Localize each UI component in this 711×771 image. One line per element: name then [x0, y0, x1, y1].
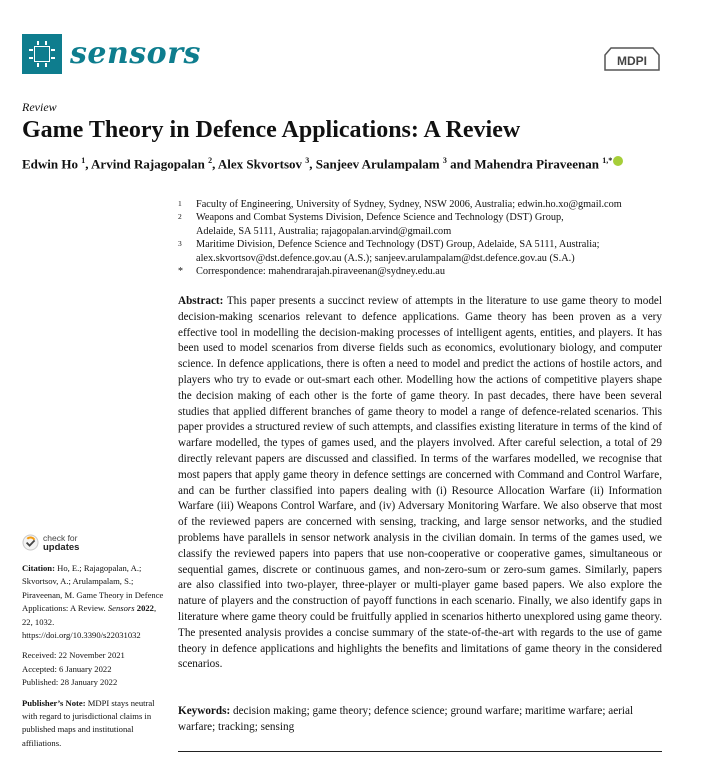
journal-name: sensors	[70, 36, 201, 71]
accepted-date: Accepted: 6 January 2022	[22, 663, 112, 674]
article-type: Review	[22, 100, 57, 114]
publisher-logo	[603, 46, 661, 74]
author-name: Mahendra Piraveenan	[474, 156, 599, 172]
published-date: Published: 28 January 2022	[22, 677, 118, 688]
publisher-note-label: Publisher’s Note:	[22, 697, 86, 708]
publisher-note-text: MDPI stays neutral with regard to jurisdictional claims in published maps and institutional affiliations.	[22, 697, 155, 748]
keywords-text: decision making; game theory; defence science; ground warfare; maritime warfare; aerial warfare; tracking; sensing	[178, 705, 634, 733]
author-affiliation-mark: 1,*	[602, 156, 613, 165]
affiliation-line: Weapons and Combat Systems Division, Defence Science and Technology (DST) Group,	[196, 212, 564, 224]
affiliation	[178, 211, 658, 238]
affiliation-mark: *	[178, 266, 183, 278]
affiliation	[178, 198, 658, 211]
citation	[22, 562, 168, 642]
orcid-icon[interactable]	[613, 156, 623, 166]
author-name: Sanjeev Arulampalam	[315, 156, 440, 172]
author-list: Edwin Ho $^1$, Arvind Rajagopalan $^2$, Alex Skvortsov $^3$, Sanjeev Arulampalam $^3$ and Mahendra Piraveenan $^{1,*}$	[22, 156, 623, 172]
author-affiliation-mark: 1	[81, 156, 86, 165]
affiliation-line: Adelaide, SA 5111, Australia; rajagopalan.arvind@gmail.com	[196, 225, 452, 237]
check-for-updates-button[interactable]	[22, 533, 112, 553]
affiliations	[178, 198, 658, 278]
affiliation-line: Faculty of Engineering, University of Sydney, Sydney, NSW 2006, Australia; edwin.ho.xo@gmail.com	[196, 199, 622, 210]
publisher-name: MDPI	[617, 54, 647, 68]
affiliation	[178, 238, 658, 265]
received-date: Received: 22 November 2021	[22, 650, 125, 661]
keywords-label: Keywords:	[178, 705, 231, 717]
publisher-note	[22, 697, 168, 751]
check-for-updates-line2: updates	[43, 542, 80, 553]
abstract-label: Abstract:	[178, 295, 224, 307]
journal-logo-icon	[22, 34, 62, 74]
affiliation-mark: 2	[178, 212, 182, 222]
citation-year: 2022	[136, 603, 154, 614]
citation-label: Citation:	[22, 563, 55, 573]
divider	[178, 751, 662, 752]
citation-journal: Sensors	[107, 603, 135, 614]
correspondence-line: Correspondence: mahendrarajah.piraveenan@sydney.edu.au	[196, 266, 445, 278]
author-name: Edwin Ho	[22, 156, 78, 172]
author-affiliation-mark: 2	[208, 156, 213, 165]
abstract-text: This paper presents a succinct review of attempts in the literature to use game theory to model decision-making scenarios relevant to defence applications. Game theory has been proven as a very effective tool in modelling the decision-making processes of intelligent agents, entities, and players. It has been used to model scenarios from diverse fields such as economics, evolutionary biology, and computer science. In defence applications, there is often a need to model and predict the actions of hostile actors, and players who try to evade or out-smart each other. Modelling how the actions of competitive players shape the decision making of each other is the forte of game theory. In past decades, there have been several studies that applied different branches of game theory to model a range of defence-related scenarios. This paper provides a structured review of such attempts, and classifies existing literature in terms of the kind of warfare modelled, the types of games used, and the players involved. After careful selection, a total of 29 directly relevant papers are discussed and classified. In terms of the warfares modelled, we recognise that most papers that apply game theory in defence settings are concerned with Command and Control Warfare, and can be further classified into papers dealing with (i) Resource Allocation Warfare (ii) Information Warfare (iii) Weapons Control Warfare, and (iv) Adversary Monitoring Warfare. We also observe that most of the reviewed papers are concerned with sensing, tracking, and large sensor networks, and the studied problems have parallels in sensor network analysis in the civilian domain. In terms of the games used, we classify the reviewed papers into papers that use non-cooperative or cooperative games, simultaneous or sequential games, discrete or continuous games, and non-zero-sum or zero-sum games. Similarly, papers are also classified into two-player, three-player or multi-player game based papers. We also explore the nature of players and the construction of payoff functions in each scenario. Finally, we also identify gaps in literature where game theory could be fruitfully applied in scenarios hitherto unexplored using game theory. The presented analysis provides a concise summary of the state-of-the-art with regards to the use of game theory in defence applications and highlights the benefits and limitations of game theory in the considered scenarios.	[178, 295, 662, 671]
check-for-updates-line1: check for	[43, 533, 78, 543]
abstract	[178, 294, 662, 673]
sidebar	[22, 562, 168, 750]
affiliation-line: alex.skvortsov@dst.defence.gov.au (A.S.); sanjeev.arulampalam@dst.defence.gov.au (S.A.)	[196, 252, 575, 264]
dates	[22, 649, 168, 689]
affiliation-mark: 1	[178, 199, 182, 208]
author-name: Alex Skvortsov	[217, 156, 303, 172]
citation-text: Ho, E.; Rajagopalan, A.; Skvortsov, A.; Arulampalam, S.; Piraveenan, M. Game Theory in Defence Applications: A Review.	[22, 563, 164, 614]
affiliation-mark: 3	[178, 239, 182, 249]
check-for-updates-icon	[22, 534, 39, 551]
affiliation-line: Maritime Division, Defence Science and Technology (DST) Group, Adelaide, SA 5111, Australia;	[196, 239, 600, 251]
article-title: Game Theory in Defence Applications: A Review	[22, 117, 521, 143]
citation-volume[interactable]: , 22, 1032. https://doi.org/10.3390/s22031032	[22, 603, 157, 641]
author-affiliation-mark: 3	[442, 156, 447, 165]
chip-icon	[34, 46, 50, 62]
author-affiliation-mark: 3	[305, 156, 310, 165]
author-name: Arvind Rajagopalan	[91, 156, 205, 172]
keywords	[178, 704, 662, 736]
affiliation	[178, 265, 658, 278]
